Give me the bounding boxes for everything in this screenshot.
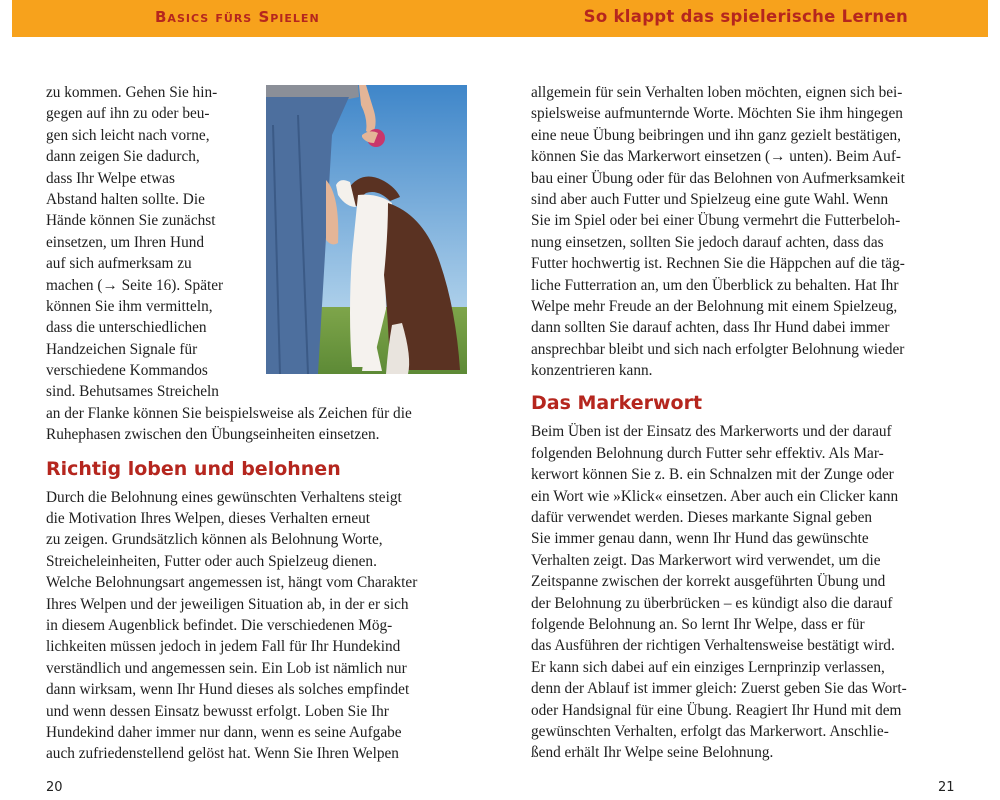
text-line: ein Wort wie »Klick« einsetzen. Aber auch ein Clicker kann <box>531 487 899 505</box>
text-line: Durch die Belohnung eines gewünschten Verhaltens steigt <box>46 488 402 506</box>
text-line: sind. Behutsames Streicheln <box>46 383 219 401</box>
photo-puppy-with-trainer <box>266 85 467 374</box>
text-line: Futter hochwertig ist. Rechnen Sie die Häppchen auf die täg- <box>531 255 905 273</box>
text-line: Streicheleinheiten, Futter oder auch Spielzeug dienen. <box>46 552 377 570</box>
text-line: gewünschten Verhalten, erfolgt das Markerwort. Anschlie- <box>531 722 889 740</box>
text-line: Ruhephasen zwischen den Übungseinheiten einsetzen. <box>46 426 380 444</box>
text-line: dass die unterschiedlichen <box>46 319 207 337</box>
text-line: einsetzen, um Ihren Hund <box>46 233 205 251</box>
text-line: können Sie das Markerwort einsetzen (→ unten). Beim Auf- <box>531 148 902 166</box>
text-line: konzentrieren kann. <box>531 362 653 380</box>
text-line: kerwort können Sie z. B. ein Schnalzen mit der Zunge oder <box>531 466 894 484</box>
text-line: Zeitspanne zwischen der korrekt ausgeführten Übung und <box>531 573 886 591</box>
left-body-paragraph <box>46 487 464 765</box>
text-line: spielsweise aufmunternde Worte. Möchten Sie ihm hingegen <box>531 105 903 123</box>
page-number-right: 21 <box>938 780 955 795</box>
text-line: verständlich und angemessen sein. Ein Lob ist nämlich nur <box>46 659 407 677</box>
section-heading-markerwort: Das Markerwort <box>531 392 703 415</box>
text-line: denn der Ablauf ist immer gleich: Zuerst geben Sie das Wort- <box>531 680 907 698</box>
text-line: folgende Belohnung an. So lernt Ihr Welpe, dass er für <box>531 615 865 633</box>
text-line: oder Handsignal für eine Übung. Reagiert Ihr Hund mit dem <box>531 701 902 719</box>
text-line: zu zeigen. Grundsätzlich können als Belohnung Worte, <box>46 531 383 549</box>
text-line: Sie immer genau dann, wenn Ihr Hund das gewünschte <box>531 530 869 548</box>
text-line: Ihres Welpen und der jeweiligen Situation ab, in der er sich <box>46 595 409 613</box>
text-line: allgemein für sein Verhalten loben möchten, eignen sich bei- <box>531 84 903 101</box>
text-line: zu kommen. Gehen Sie hin- <box>46 84 218 101</box>
text-line: in diesem Augenblick befindet. Die verschiedenen Mög- <box>46 616 393 634</box>
text-line: sind aber auch Futter und Spielzeug eine gute Wahl. Wenn <box>531 190 889 208</box>
text-line: der Belohnung zu überbrücken – es kündigt also die darauf <box>531 594 893 612</box>
text-line: lichkeiten müssen jedoch in jedem Fall für Ihr Hundekind <box>46 638 401 656</box>
text-line: Welche Belohnungsart angemessen ist, hängt vom Charakter <box>46 574 418 592</box>
text-line: dann wirksam, wenn Ihr Hund dieses als solches empfindet <box>46 681 410 699</box>
text-line: ansprechbar bleibt und sich nach erfolgter Belohnung wieder <box>531 340 905 358</box>
text-line: Beim Üben ist der Einsatz des Markerworts und der darauf <box>531 423 892 441</box>
right-top-paragraph <box>531 82 961 381</box>
text-line: Er kann sich dabei auf ein einziges Lernprinzip verlassen, <box>531 658 885 676</box>
text-line: verschiedene Kommandos <box>46 362 208 380</box>
section-heading-loben: Richtig loben und belohnen <box>46 457 341 480</box>
text-line: auch zufriedenstellend gelöst hat. Wenn Sie Ihren Welpen <box>46 745 399 763</box>
text-line: Abstand halten sollte. Die <box>46 190 205 208</box>
header-right-title: So klappt das spielerische Lernen <box>583 7 908 26</box>
text-line: gegen auf ihn zu oder beu- <box>46 105 210 123</box>
text-line: nung einsetzen, sollten Sie jedoch darauf achten, dass das <box>531 233 884 251</box>
text-line: dass Ihr Welpe etwas <box>46 169 175 187</box>
page-number-left: 20 <box>46 780 63 795</box>
running-header <box>12 0 988 37</box>
text-line: bau einer Übung oder für das Belohnen von Aufmerksamkeit <box>531 169 905 187</box>
text-line: dafür verwendet werden. Dieses markante Signal geben <box>531 509 873 527</box>
text-line: eine neue Übung beibringen und ihn ganz gezielt bestätigen, <box>531 126 901 144</box>
text-line: und wenn dessen Einsatz bewusst erfolgt. Loben Sie Ihr <box>46 702 389 720</box>
text-line: folgenden Belohnung durch Futter sehr effektiv. Als Mar- <box>531 444 884 462</box>
text-line: können Sie ihm vermitteln, <box>46 297 213 315</box>
text-line: liche Futterration an, um den Überblick zu behalten. Hat Ihr <box>531 276 899 294</box>
text-line: Verhalten zeigt. Das Markerwort wird verwendet, um die <box>531 551 881 569</box>
text-line: dann zeigen Sie dadurch, <box>46 148 200 166</box>
header-left-title: Basics fürs Spielen <box>155 8 320 26</box>
text-line: die Motivation Ihres Welpen, dieses Verhalten erneut <box>46 510 371 528</box>
text-line: dann sollten Sie darauf achten, dass Ihr Hund dabei immer <box>531 319 890 337</box>
right-page-column <box>531 82 961 764</box>
text-line: das Ausführen der richtigen Verhaltensweise bestätigt wird. <box>531 637 895 655</box>
text-line: Welpe mehr Freude an der Belohnung mit einem Spielzeug, <box>531 297 898 315</box>
text-line: an der Flanke können Sie beispielsweise als Zeichen für die <box>46 404 412 422</box>
text-line: gen sich leicht nach vorne, <box>46 126 210 144</box>
text-line: Handzeichen Signale für <box>46 340 198 358</box>
text-line: Hände können Sie zunächst <box>46 212 216 230</box>
text-line: Sie im Spiel oder bei einer Übung vermehrt die Futterbeloh- <box>531 212 901 230</box>
text-line: Hundekind daher immer nur dann, wenn es seine Aufgabe <box>46 723 402 741</box>
text-line: machen (→ Seite 16). Später <box>46 276 224 294</box>
right-body-paragraph <box>531 421 961 763</box>
text-line: auf sich aufmerksam zu <box>46 255 192 273</box>
text-line: ßend erhält Ihr Welpe seine Belohnung. <box>531 744 774 762</box>
